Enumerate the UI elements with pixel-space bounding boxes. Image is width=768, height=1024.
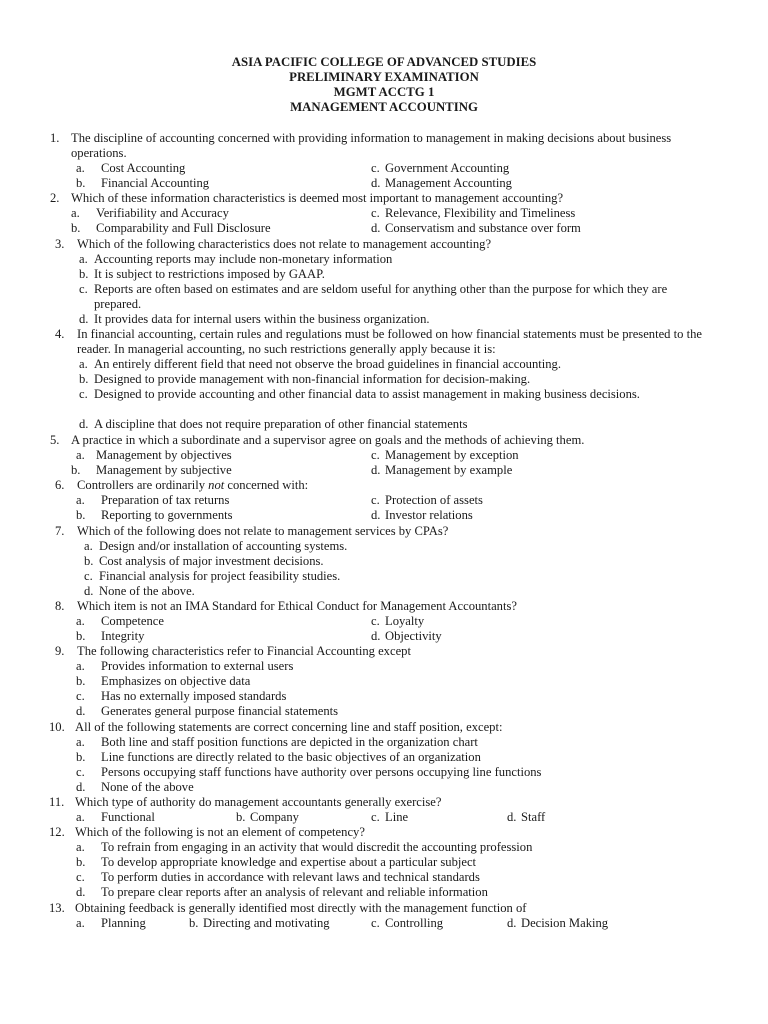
option-d[interactable]: d. None of the above. [84, 584, 195, 598]
option-c[interactable]: c. To perform duties in accordance with relevant laws and technical standards [76, 870, 480, 884]
exam-title: PRELIMINARY EXAMINATION [289, 70, 479, 84]
option-d[interactable]: d. Staff [507, 810, 546, 824]
option-d[interactable]: d. Conservatism and substance over form [371, 221, 581, 235]
option-b[interactable]: b. Financial Accounting [76, 176, 210, 190]
option-c[interactable]: c. Line [371, 810, 409, 824]
question-text: Which type of authority do management accountants generally exercise? [75, 795, 442, 809]
option-d[interactable]: d. A discipline that does not require preparation of other financial statements [79, 417, 468, 431]
question-text: The discipline of accounting concerned with providing information to management in making decisions about business operations. [71, 131, 672, 160]
option-a[interactable]: a. An entirely different field that need not observe the broad guidelines in financial accounting. [79, 357, 561, 371]
question-number: 10. [49, 720, 65, 734]
question-number: 11. [49, 795, 65, 809]
option-b[interactable]: b. Line functions are directly related to the basic objectives of an organization [76, 750, 481, 764]
option-c[interactable]: c. Financial analysis for project feasibility studies. [84, 569, 341, 583]
question-text: Which of these information characteristics is deemed most important to management accounting? [71, 191, 564, 205]
question-number: 12. [49, 825, 65, 839]
option-b[interactable]: b. Cost analysis of major investment decisions. [84, 554, 324, 568]
question-number: 1. [50, 131, 60, 145]
question-number: 4. [55, 327, 65, 341]
option-c[interactable]: c. Designed to provide accounting and other financial data to assist management in making business decisions. [79, 387, 640, 401]
option-d[interactable]: d. Decision Making [507, 916, 609, 930]
option-d[interactable]: d. Management by example [371, 463, 513, 477]
option-b[interactable]: b. It is subject to restrictions imposed by GAAP. [79, 267, 325, 281]
question-text: Which of the following is not an element of competency? [75, 825, 365, 839]
option-c[interactable]: c. Controlling [371, 916, 444, 930]
option-a[interactable]: a. Design and/or installation of accounting systems. [84, 539, 348, 553]
option-a[interactable]: a. Both line and staff position functions are depicted in the organization chart [76, 735, 478, 749]
option-d[interactable]: d. It provides data for internal users within the business organization. [79, 312, 430, 326]
question-text: The following characteristics refer to Financial Accounting except [77, 644, 411, 658]
school-name: ASIA PACIFIC COLLEGE OF ADVANCED STUDIES [231, 55, 537, 69]
option-d[interactable]: d. Management Accounting [371, 176, 512, 190]
option-a[interactable]: a. To refrain from engaging in an activity that would discredit the accounting profession [76, 840, 533, 854]
option-c[interactable]: c. Management by exception [371, 448, 519, 462]
question-number: 6. [55, 478, 65, 492]
option-b[interactable]: b. Management by subjective [71, 463, 232, 477]
question-text: Which of the following does not relate to management services by CPAs? [77, 524, 449, 538]
option-b[interactable]: b. Reporting to governments [76, 508, 233, 522]
option-c[interactable]: c. Protection of assets [371, 493, 483, 507]
option-b[interactable]: b. Integrity [76, 629, 145, 643]
option-c[interactable]: c. Reports are often based on estimates and are seldom useful for anything other than the purpose for which they are prepared. [79, 282, 668, 311]
option-a[interactable]: a. Functional [76, 810, 155, 824]
option-c[interactable]: c. Relevance, Flexibility and Timeliness [371, 206, 576, 220]
question-text: Obtaining feedback is generally identified most directly with the management function of [75, 901, 527, 915]
option-a[interactable]: a. Preparation of tax returns [76, 493, 230, 507]
option-b[interactable]: b. Directing and motivating [189, 916, 330, 930]
option-c[interactable]: c. Persons occupying staff functions have authority over persons occupying line functions [76, 765, 542, 779]
question-number: 13. [49, 901, 65, 915]
option-c[interactable]: c. Has no externally imposed standards [76, 689, 287, 703]
option-b[interactable]: b. Company [236, 810, 299, 824]
question-number: 7. [55, 524, 65, 538]
option-c[interactable]: c. Government Accounting [371, 161, 510, 175]
option-a[interactable]: a. Provides information to external users [76, 659, 294, 673]
question-number: 2. [50, 191, 60, 205]
option-a[interactable]: a. Competence [76, 614, 164, 628]
option-d[interactable]: d. None of the above [76, 780, 194, 794]
option-d[interactable]: d. Objectivity [371, 629, 442, 643]
option-a[interactable]: a. Management by objectives [76, 448, 232, 462]
option-b[interactable]: b. To develop appropriate knowledge and expertise about a particular subject [76, 855, 477, 869]
question-number: 8. [55, 599, 65, 613]
subject-title: MANAGEMENT ACCOUNTING [290, 100, 478, 114]
question-text: Which item is not an IMA Standard for Ethical Conduct for Management Accountants? [77, 599, 517, 613]
question-text: In financial accounting, certain rules and regulations must be followed on how financial statements must be presented to the reader. In managerial accounting, no such restrictions generally apply because it is: [77, 327, 702, 356]
option-d[interactable]: d. Generates general purpose financial statements [76, 704, 339, 718]
option-a[interactable]: a. Cost Accounting [76, 161, 186, 175]
option-a[interactable]: a. Planning [76, 916, 146, 930]
option-a[interactable]: a. Verifiability and Accuracy [71, 206, 229, 220]
course-code: MGMT ACCTG 1 [333, 85, 435, 99]
option-d[interactable]: d. Investor relations [371, 508, 473, 522]
option-b[interactable]: b. Emphasizes on objective data [76, 674, 251, 688]
question-number: 5. [50, 433, 60, 447]
question-text: Which of the following characteristics does not relate to management accounting? [77, 237, 492, 251]
option-b[interactable]: b. Designed to provide management with non-financial information for decision-making. [79, 372, 531, 386]
question-text: A practice in which a subordinate and a supervisor agree on goals and the methods of achieving them. [71, 433, 585, 447]
option-c[interactable]: c. Loyalty [371, 614, 425, 628]
option-d[interactable]: d. To prepare clear reports after an analysis of relevant and reliable information [76, 885, 488, 899]
option-b[interactable]: b. Comparability and Full Disclosure [71, 221, 271, 235]
question-number: 9. [55, 644, 65, 658]
question-number: 3. [55, 237, 65, 251]
option-a[interactable]: a. Accounting reports may include non-monetary information [79, 252, 393, 266]
question-text: All of the following statements are correct concerning line and staff position, except: [75, 720, 503, 734]
question-text: Controllers are ordinarily not concerned with: [77, 478, 309, 492]
